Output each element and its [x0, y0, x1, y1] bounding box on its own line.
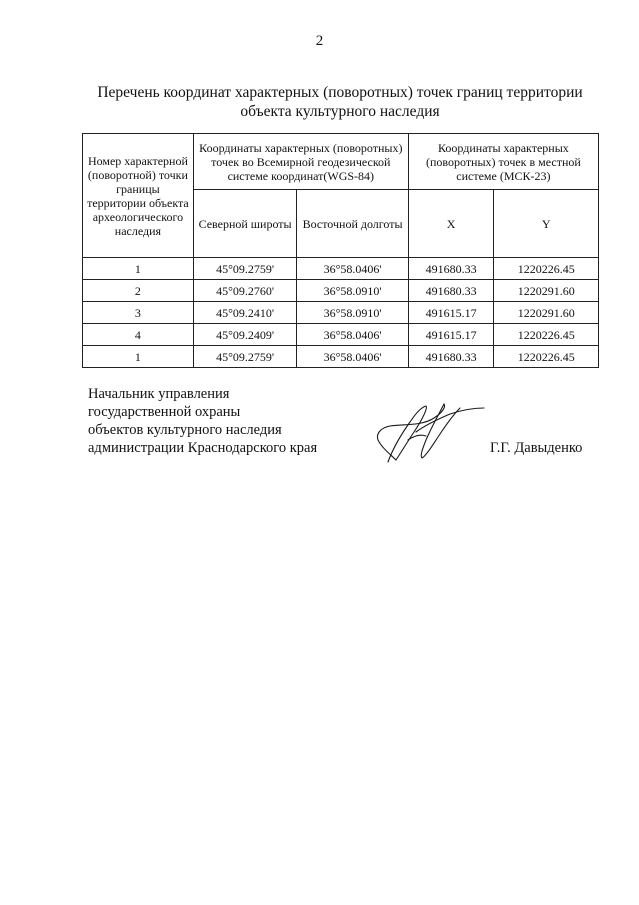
table-row [83, 302, 599, 324]
cell-east: 36°58.0406' [297, 324, 408, 346]
header-point-number: Номер характерной (поворотной) точки границы территории объекта археологического наследия [83, 134, 194, 258]
cell-east: 36°58.0910' [297, 302, 408, 324]
table-row [83, 258, 599, 280]
cell-point-number: 1 [83, 258, 194, 280]
table-row [83, 280, 599, 302]
signer-name: Г.Г. Давыденко [490, 440, 583, 456]
cell-y: 1220226.45 [494, 346, 599, 368]
cell-north: 45°09.2759' [193, 258, 297, 280]
cell-x: 491680.33 [408, 346, 494, 368]
cell-north: 45°09.2409' [193, 324, 297, 346]
cell-point-number: 2 [83, 280, 194, 302]
table-row [83, 346, 599, 368]
coordinates-table [82, 133, 599, 368]
cell-point-number: 1 [83, 346, 194, 368]
cell-x: 491615.17 [408, 302, 494, 324]
header-y: Y [494, 190, 599, 258]
cell-y: 1220291.60 [494, 302, 599, 324]
header-x: X [408, 190, 494, 258]
cell-x: 491680.33 [408, 258, 494, 280]
handwritten-signature [370, 396, 490, 466]
signatory-position-line-3: объектов культурного наследия [88, 422, 282, 438]
document-title-line-2: объекта культурного наследия [240, 103, 440, 120]
document-title [60, 83, 620, 121]
cell-y: 1220226.45 [494, 324, 599, 346]
header-wgs84-group: Координаты характерных (поворотных) точек во Всемирной геодезической системе координат(WGS-84) [193, 134, 408, 190]
signatory-position-line-1: Начальник управления [88, 386, 230, 402]
cell-point-number: 4 [83, 324, 194, 346]
document-title-line-1: Перечень координат характерных (поворотных) точек границ территории [97, 84, 583, 101]
cell-x: 491615.17 [408, 324, 494, 346]
page-number: 2 [315, 33, 324, 49]
cell-x: 491680.33 [408, 280, 494, 302]
cell-east: 36°58.0406' [297, 346, 408, 368]
cell-y: 1220291.60 [494, 280, 599, 302]
table-row [83, 324, 599, 346]
header-msk23-group: Координаты характерных (поворотных) точек в местной системе (МСК-23) [408, 134, 598, 190]
header-north-latitude: Северной широты [193, 190, 297, 258]
cell-north: 45°09.2410' [193, 302, 297, 324]
cell-y: 1220226.45 [494, 258, 599, 280]
cell-north: 45°09.2760' [193, 280, 297, 302]
header-east-longitude: Восточной долготы [297, 190, 408, 258]
signatory-position [88, 385, 317, 457]
signatory-position-line-2: государственной охраны [88, 404, 241, 420]
cell-east: 36°58.0910' [297, 280, 408, 302]
cell-north: 45°09.2759' [193, 346, 297, 368]
cell-point-number: 3 [83, 302, 194, 324]
cell-east: 36°58.0406' [297, 258, 408, 280]
signatory-position-line-4: администрации Краснодарского края [88, 440, 318, 456]
